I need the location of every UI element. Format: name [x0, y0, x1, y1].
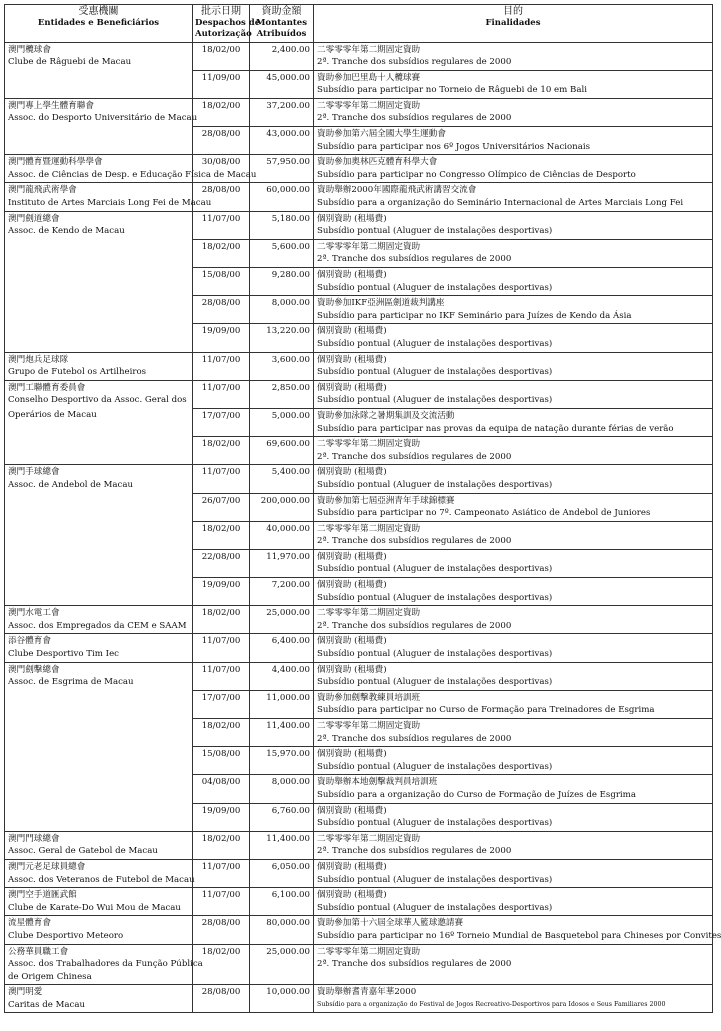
purpose-zh: 個別資助 (租場費) — [317, 636, 387, 647]
header-entity-pt: Entidades e Beneficiários — [37, 17, 160, 28]
purpose-cell — [314, 662, 713, 690]
purpose-pt: Subsídio para a organização do Seminário Internacional de Artes Marciais Long Fei — [317, 198, 684, 209]
entity-name-zh: 澳門欖球會 — [8, 44, 51, 55]
date-cell: 17/07/00 — [193, 408, 250, 436]
table-row — [5, 606, 713, 634]
purpose-cell — [314, 747, 713, 775]
date-cell: 11/07/00 — [193, 211, 250, 239]
entity-name-zh: 流星體育會 — [8, 918, 51, 929]
purpose-pt: 2ª. Tranche dos subsídios regulares de 2000 — [317, 113, 512, 124]
entity-name-pt: Clube Desportivo Tim Iec — [8, 649, 119, 660]
header-amount-pt2: Atribuídos — [256, 29, 307, 39]
amount-cell: 6,400.00 — [250, 634, 314, 662]
purpose-cell — [314, 127, 713, 155]
entity-cell — [5, 985, 193, 1013]
table-row — [5, 634, 713, 662]
entity-cell — [5, 408, 193, 436]
purpose-zh: 個別資助 (租場費) — [317, 213, 387, 224]
date-cell: 18/02/00 — [193, 719, 250, 747]
table-row — [5, 888, 713, 916]
purpose-cell — [314, 634, 713, 662]
table-header-row — [5, 5, 713, 43]
table-row — [5, 324, 713, 352]
table-row — [5, 98, 713, 126]
entity-name-zh: 澳門元老足球員總會 — [8, 861, 86, 872]
amount-cell: 25,000.00 — [250, 606, 314, 634]
table-row — [5, 578, 713, 606]
entity-cell — [5, 268, 193, 296]
purpose-pt: Subsídio pontual (Aluguer de instalações desportivas) — [317, 282, 553, 293]
amount-cell: 37,200.00 — [250, 98, 314, 126]
entity-name-pt: Assoc. de Andebol de Macau — [8, 479, 133, 490]
purpose-zh: 二零零零年第二期固定資助 — [317, 523, 421, 534]
amount-cell: 11,400.00 — [250, 831, 314, 859]
purpose-cell — [314, 859, 713, 887]
purpose-pt: 2ª. Tranche dos subsídios regulares de 2000 — [317, 620, 512, 631]
amount-cell: 15,970.00 — [250, 747, 314, 775]
entity-cell — [5, 916, 193, 944]
entity-cell — [5, 296, 193, 324]
purpose-zh: 資助參加第七屆亞洲青年手球錦標賽 — [317, 495, 455, 506]
purpose-cell — [314, 296, 713, 324]
table-row — [5, 296, 713, 324]
date-cell: 11/07/00 — [193, 662, 250, 690]
subsidy-table — [4, 4, 721, 1013]
purpose-zh: 資助參加奧林匹克體育科學大會 — [317, 157, 438, 168]
purpose-cell — [314, 831, 713, 859]
purpose-cell — [314, 775, 713, 803]
purpose-cell — [314, 493, 713, 521]
entity-name-pt: Assoc. Geral de Gatebol de Macau — [8, 846, 158, 857]
purpose-zh: 二零零零年第二期固定資助 — [317, 946, 421, 957]
purpose-pt: Subsídio pontual (Aluguer de instalações desportivas) — [317, 479, 553, 490]
amount-cell: 40,000.00 — [250, 521, 314, 549]
purpose-cell — [314, 239, 713, 267]
purpose-cell — [314, 690, 713, 718]
amount-cell: 45,000.00 — [250, 70, 314, 98]
table-row — [5, 493, 713, 521]
entity-cell — [5, 690, 193, 718]
entity-name-pt: Assoc. de Esgrima de Macau — [8, 677, 134, 688]
table-row — [5, 747, 713, 775]
amount-cell: 6,050.00 — [250, 859, 314, 887]
purpose-zh: 個別資助 (租場費) — [317, 805, 387, 816]
table-row — [5, 465, 713, 493]
purpose-zh: 資助參加第六屆全國大學生運動會 — [317, 129, 446, 140]
table-row — [5, 268, 713, 296]
purpose-cell — [314, 888, 713, 916]
purpose-zh: 二零零零年第二期固定資助 — [317, 44, 421, 55]
date-cell: 28/08/00 — [193, 296, 250, 324]
date-cell: 11/07/00 — [193, 465, 250, 493]
table-row — [5, 859, 713, 887]
amount-cell: 6,760.00 — [250, 803, 314, 831]
purpose-pt: Subsídio pontual (Aluguer de instalações desportivas) — [317, 761, 553, 772]
entity-name-zh: 澳門體育暨運動科學學會 — [8, 157, 103, 168]
amount-cell: 25,000.00 — [250, 944, 314, 985]
entity-cell — [5, 352, 193, 380]
purpose-pt: Subsídio para participar nos 6º Jogos Universitários Nacionais — [317, 141, 590, 152]
entity-name-pt-cont: de Origem Chinesa — [8, 971, 92, 982]
date-cell: 19/09/00 — [193, 324, 250, 352]
date-cell: 15/08/00 — [193, 268, 250, 296]
date-cell: 28/08/00 — [193, 985, 250, 1013]
purpose-zh: 資助舉辦耆青嘉年華2000 — [317, 987, 417, 998]
header-amount-zh: 資助金額 — [261, 6, 302, 17]
purpose-zh: 二零零零年第二期固定資助 — [317, 100, 421, 111]
amount-cell: 200,000.00 — [250, 493, 314, 521]
amount-cell: 11,000.00 — [250, 690, 314, 718]
purpose-pt: Subsídio pontual (Aluguer de instalações desportivas) — [317, 592, 553, 603]
header-date — [193, 5, 261, 43]
entity-cell — [5, 747, 193, 775]
purpose-pt: Subsídio pontual (Aluguer de instalações desportivas) — [317, 395, 553, 406]
entity-cell — [5, 183, 212, 211]
amount-cell: 43,000.00 — [250, 127, 314, 155]
entity-cell — [5, 775, 193, 803]
purpose-cell — [314, 985, 713, 1013]
date-cell: 19/09/00 — [193, 578, 250, 606]
table-row — [5, 803, 713, 831]
entity-cell — [5, 719, 193, 747]
table-row — [5, 408, 713, 436]
purpose-zh: 二零零零年第二期固定資助 — [317, 833, 421, 844]
table-row — [5, 831, 713, 859]
purpose-zh: 資助舉辦本地劍擊裁判員培訓班 — [317, 777, 438, 788]
header-purpose-zh: 目的 — [503, 6, 523, 17]
table-row — [5, 719, 713, 747]
date-cell: 11/07/00 — [193, 352, 250, 380]
purpose-cell — [314, 183, 713, 211]
amount-cell: 57,950.00 — [250, 155, 314, 183]
purpose-pt: 2ª. Tranche dos subsídios regulares de 2000 — [317, 254, 512, 265]
amount-cell: 8,000.00 — [250, 296, 314, 324]
table-row — [5, 985, 713, 1013]
amount-cell: 6,100.00 — [250, 888, 314, 916]
header-amount-pt1: Montantes — [256, 17, 307, 28]
entity-name-zh: 澳門劍道總會 — [8, 213, 60, 224]
amount-cell: 2,850.00 — [250, 380, 314, 408]
entity-name-zh: 澳門專上學生體育聯會 — [8, 100, 94, 111]
entity-name-zh: 澳門水電工會 — [8, 608, 60, 619]
entity-cell — [5, 888, 193, 916]
entity-name-pt-cont: Operários de Macau — [8, 410, 97, 421]
entity-cell — [5, 437, 193, 465]
purpose-pt: Subsídio pontual (Aluguer de instalações desportivas) — [317, 818, 553, 829]
purpose-cell — [314, 521, 713, 549]
purpose-zh: 個別資助 (租場費) — [317, 382, 387, 393]
purpose-zh: 二零零零年第二期固定資助 — [317, 721, 421, 731]
entity-name-zh: 澳門明愛 — [8, 987, 43, 998]
date-cell: 18/02/00 — [193, 606, 250, 634]
date-cell: 22/08/00 — [193, 549, 250, 577]
purpose-pt: Subsídio pontual (Aluguer de instalações desportivas) — [317, 338, 553, 349]
purpose-zh: 個別資助 (租場費) — [317, 270, 387, 280]
purpose-pt: Subsídio para participar no Congresso Olímpico de Ciências de Desporto — [317, 169, 636, 180]
header-entity-zh: 受惠機關 — [78, 6, 119, 17]
date-cell: 18/02/00 — [193, 98, 250, 126]
purpose-cell — [314, 549, 713, 577]
header-date-zh: 批示日期 — [201, 6, 241, 17]
entity-cell — [5, 42, 193, 70]
purpose-cell — [314, 437, 713, 465]
date-cell: 18/02/00 — [193, 521, 250, 549]
purpose-cell — [314, 98, 713, 126]
purpose-cell — [314, 465, 713, 493]
amount-cell: 8,000.00 — [250, 775, 314, 803]
entity-cell — [5, 127, 193, 155]
purpose-pt: 2ª. Tranche dos subsídios regulares de 2000 — [317, 846, 512, 857]
table-row — [5, 437, 713, 465]
entity-name-pt: Assoc. de Kendo de Macau — [8, 226, 125, 237]
purpose-zh: 資助舉辦2000年國際龍飛武術講習交流會 — [317, 185, 477, 196]
date-cell: 11/07/00 — [193, 859, 250, 887]
entity-cell — [5, 380, 193, 408]
purpose-pt: 2ª. Tranche dos subsídios regulares de 2000 — [317, 733, 512, 744]
entity-name-zh: 澳門門球總會 — [8, 833, 60, 844]
purpose-cell — [314, 42, 713, 70]
entity-cell — [5, 831, 193, 859]
entity-name-pt: Clube Desportivo Meteoro — [8, 930, 124, 941]
purpose-zh: 二零零零年第二期固定資助 — [317, 241, 421, 252]
entity-name-zh: 澳門手球總會 — [8, 467, 60, 478]
entity-cell — [5, 70, 193, 98]
amount-cell: 69,600.00 — [250, 437, 314, 465]
date-cell: 28/08/00 — [193, 916, 250, 944]
amount-cell: 13,220.00 — [250, 324, 314, 352]
purpose-cell — [314, 916, 721, 944]
entity-name-pt: Instituto de Artes Marciais Long Fei de Macau — [8, 198, 212, 209]
table-row — [5, 521, 713, 549]
header-amount — [250, 5, 314, 43]
entity-cell — [5, 859, 193, 887]
purpose-zh: 資助參加巴里島十人欖球賽 — [317, 72, 421, 83]
date-cell: 19/09/00 — [193, 803, 250, 831]
amount-cell: 3,600.00 — [250, 352, 314, 380]
table-row — [5, 662, 713, 690]
amount-cell: 11,400.00 — [250, 719, 314, 747]
purpose-zh: 個別資助 (租場費) — [317, 467, 387, 478]
purpose-pt: Subsídio pontual (Aluguer de instalações desportivas) — [317, 902, 553, 913]
entity-cell — [5, 465, 193, 493]
purpose-pt: Subsídio para participar no Curso de Formação para Treinadores de Esgrima — [317, 705, 655, 716]
purpose-zh: 二零零零年第二期固定資助 — [317, 608, 421, 619]
entity-cell — [5, 211, 193, 239]
amount-cell: 5,400.00 — [250, 465, 314, 493]
purpose-zh: 個別資助 (租場費) — [317, 326, 387, 337]
date-cell: 11/07/00 — [193, 380, 250, 408]
purpose-pt: 2ª. Tranche dos subsídios regulares de 2000 — [317, 451, 512, 462]
entity-name-pt: Assoc. de Ciências de Desp. e Educação Física de Macau — [8, 169, 257, 180]
purpose-cell — [314, 803, 713, 831]
purpose-cell — [314, 380, 713, 408]
entity-cell — [5, 634, 193, 662]
purpose-pt: Subsídio pontual (Aluguer de instalações desportivas) — [317, 367, 553, 378]
table-row — [5, 183, 713, 211]
entity-name-pt: Conselho Desportivo da Assoc. Geral dos — [8, 395, 187, 406]
table-row — [5, 916, 713, 944]
entity-cell — [5, 324, 193, 352]
entity-name-pt: Clube de Karate-Do Wui Mou de Macau — [8, 902, 181, 913]
amount-cell: 5,180.00 — [250, 211, 314, 239]
entity-name-zh: 澳門炮兵足球隊 — [8, 354, 69, 365]
purpose-cell — [314, 268, 713, 296]
date-cell: 11/07/00 — [193, 888, 250, 916]
entity-cell — [5, 521, 193, 549]
purpose-pt: Subsídio para participar no 7º. Campeonato Asiático de Andebol de Juniores — [317, 508, 651, 519]
amount-cell: 5,600.00 — [250, 239, 314, 267]
purpose-pt: Subsídio pontual (Aluguer de instalações desportivas) — [317, 677, 553, 688]
amount-cell: 2,400.00 — [250, 42, 314, 70]
date-cell: 30/08/00 — [193, 155, 250, 183]
amount-cell: 5,000.00 — [250, 408, 314, 436]
date-cell: 18/02/00 — [193, 42, 250, 70]
entity-cell — [5, 239, 193, 267]
date-cell: 18/02/00 — [193, 239, 250, 267]
entity-cell — [5, 98, 198, 126]
purpose-cell — [314, 606, 713, 634]
purpose-cell — [314, 324, 713, 352]
purpose-zh: 二零零零年第二期固定資助 — [317, 439, 421, 450]
purpose-zh: 個別資助 (租場費) — [317, 861, 387, 872]
entity-cell — [5, 493, 193, 521]
amount-cell: 9,280.00 — [250, 268, 314, 296]
purpose-zh: 資助參加IKF亞洲區劍道裁判講座 — [317, 298, 445, 309]
amount-cell: 7,200.00 — [250, 578, 314, 606]
entity-name-pt: Caritas de Macau — [8, 999, 85, 1010]
purpose-zh: 個別資助 (租場費) — [317, 664, 387, 675]
purpose-pt: Subsídio pontual (Aluguer de instalações desportivas) — [317, 226, 553, 237]
date-cell: 18/02/00 — [193, 437, 250, 465]
entity-cell — [5, 803, 193, 831]
purpose-cell — [314, 352, 713, 380]
purpose-pt: Subsídio para participar no IKF Seminário para Juízes de Kendo da Ásia — [317, 310, 632, 321]
purpose-zh: 資助參加第十六屆全球華人籃球邀請賽 — [317, 918, 464, 929]
table-row — [5, 380, 713, 408]
entity-cell — [5, 549, 193, 577]
date-cell: 17/07/00 — [193, 690, 250, 718]
purpose-pt: Subsídio pontual (Aluguer de instalações desportivas) — [317, 649, 553, 660]
table-row — [5, 127, 713, 155]
entity-cell — [5, 578, 193, 606]
purpose-zh: 個別資助 (租場費) — [317, 890, 387, 901]
header-purpose — [314, 5, 713, 43]
purpose-pt: Subsídio para a organização do Curso de Formação de Juízes de Esgrima — [317, 789, 636, 800]
entity-name-pt: Assoc. dos Empregados da CEM e SAAM — [8, 620, 187, 631]
entity-name-pt: Assoc. do Desporto Universitário de Macau — [8, 113, 198, 124]
amount-cell: 10,000.00 — [250, 985, 314, 1013]
entity-name-zh: 添谷體育會 — [8, 636, 51, 647]
table-row — [5, 70, 713, 98]
table-row — [5, 352, 713, 380]
date-cell: 18/02/00 — [193, 944, 250, 985]
header-date-pt1: Despachos de — [195, 17, 261, 28]
purpose-zh: 個別資助 (租場費) — [317, 354, 387, 365]
purpose-zh: 個別資助 (租場費) — [317, 749, 387, 760]
table-row — [5, 155, 713, 183]
purpose-cell — [314, 408, 713, 436]
amount-cell: 11,970.00 — [250, 549, 314, 577]
amount-cell: 4,400.00 — [250, 662, 314, 690]
header-purpose-pt: Finalidades — [485, 17, 541, 28]
entity-name-zh: 澳門空手道匯武館 — [8, 890, 77, 901]
date-cell: 04/08/00 — [193, 775, 250, 803]
date-cell: 11/09/00 — [193, 70, 250, 98]
header-entity — [5, 5, 193, 43]
table-row — [5, 944, 713, 985]
header-date-pt2: Autorização — [195, 29, 252, 39]
purpose-cell — [314, 70, 713, 98]
purpose-zh: 個別資助 (租場費) — [317, 551, 387, 562]
entity-name-zh: 澳門工聯體育委員會 — [8, 382, 86, 393]
purpose-zh: 資助參加劍擊教練員培訓班 — [317, 692, 421, 703]
date-cell: 15/08/00 — [193, 747, 250, 775]
entity-cell — [5, 606, 193, 634]
entity-name-pt: Assoc. dos Trabalhadores da Função Pública — [8, 959, 203, 970]
purpose-cell — [314, 155, 713, 183]
purpose-pt: Subsídio para a organização do Festival de Jogos Recreativo-Desportivos para Idosos e Seus Familiares 2000 — [317, 1000, 666, 1008]
entity-name-pt: Clube de Râguebi de Macau — [8, 57, 132, 68]
entity-name-zh: 澳門龍飛武術學會 — [8, 185, 77, 196]
date-cell: 28/08/00 — [193, 127, 250, 155]
date-cell: 26/07/00 — [193, 493, 250, 521]
purpose-pt: Subsídio para participar no Torneio de Râguebi de 10 em Bali — [317, 85, 587, 96]
purpose-cell — [314, 578, 713, 606]
purpose-pt: Subsídio para participar no 16º Torneio Mundial de Basquetebol para Chineses por Convites — [317, 930, 721, 941]
purpose-pt: Subsídio pontual (Aluguer de instalações desportivas) — [317, 874, 553, 885]
table-row — [5, 42, 713, 70]
table-row — [5, 690, 713, 718]
entity-name-zh: 公務華員職工會 — [8, 946, 69, 957]
table-row — [5, 775, 713, 803]
table-row — [5, 211, 713, 239]
table-row — [5, 549, 713, 577]
purpose-pt: 2ª. Tranche dos subsídios regulares de 2000 — [317, 536, 512, 547]
purpose-pt: Subsídio para participar nas provas da equipa de natação durante férias de verão — [317, 423, 674, 434]
date-cell: 18/02/00 — [193, 831, 250, 859]
purpose-cell — [314, 211, 713, 239]
entity-cell — [5, 944, 203, 985]
amount-cell: 80,000.00 — [250, 916, 314, 944]
amount-cell: 60,000.00 — [250, 183, 314, 211]
purpose-pt: Subsídio pontual (Aluguer de instalações desportivas) — [317, 564, 553, 575]
date-cell: 28/08/00 — [193, 183, 250, 211]
table-body — [5, 42, 721, 1013]
purpose-pt: 2ª. Tranche dos subsídios regulares de 2000 — [317, 57, 512, 68]
purpose-pt: 2ª. Tranche dos subsídios regulares de 2000 — [317, 959, 512, 970]
entity-name-zh: 澳門劍擊總會 — [8, 664, 60, 675]
purpose-zh: 資助參加泳隊之暑期集訓及交流活動 — [317, 410, 455, 421]
entity-name-pt: Grupo de Futebol os Artilheiros — [8, 367, 147, 378]
purpose-cell — [314, 944, 713, 985]
entity-cell — [5, 662, 193, 690]
entity-name-pt: Assoc. dos Veteranos de Futebol de Macau — [8, 874, 195, 885]
date-cell: 11/07/00 — [193, 634, 250, 662]
purpose-zh: 個別資助 (租場費) — [317, 580, 387, 591]
table-row — [5, 239, 713, 267]
purpose-cell — [314, 719, 713, 747]
